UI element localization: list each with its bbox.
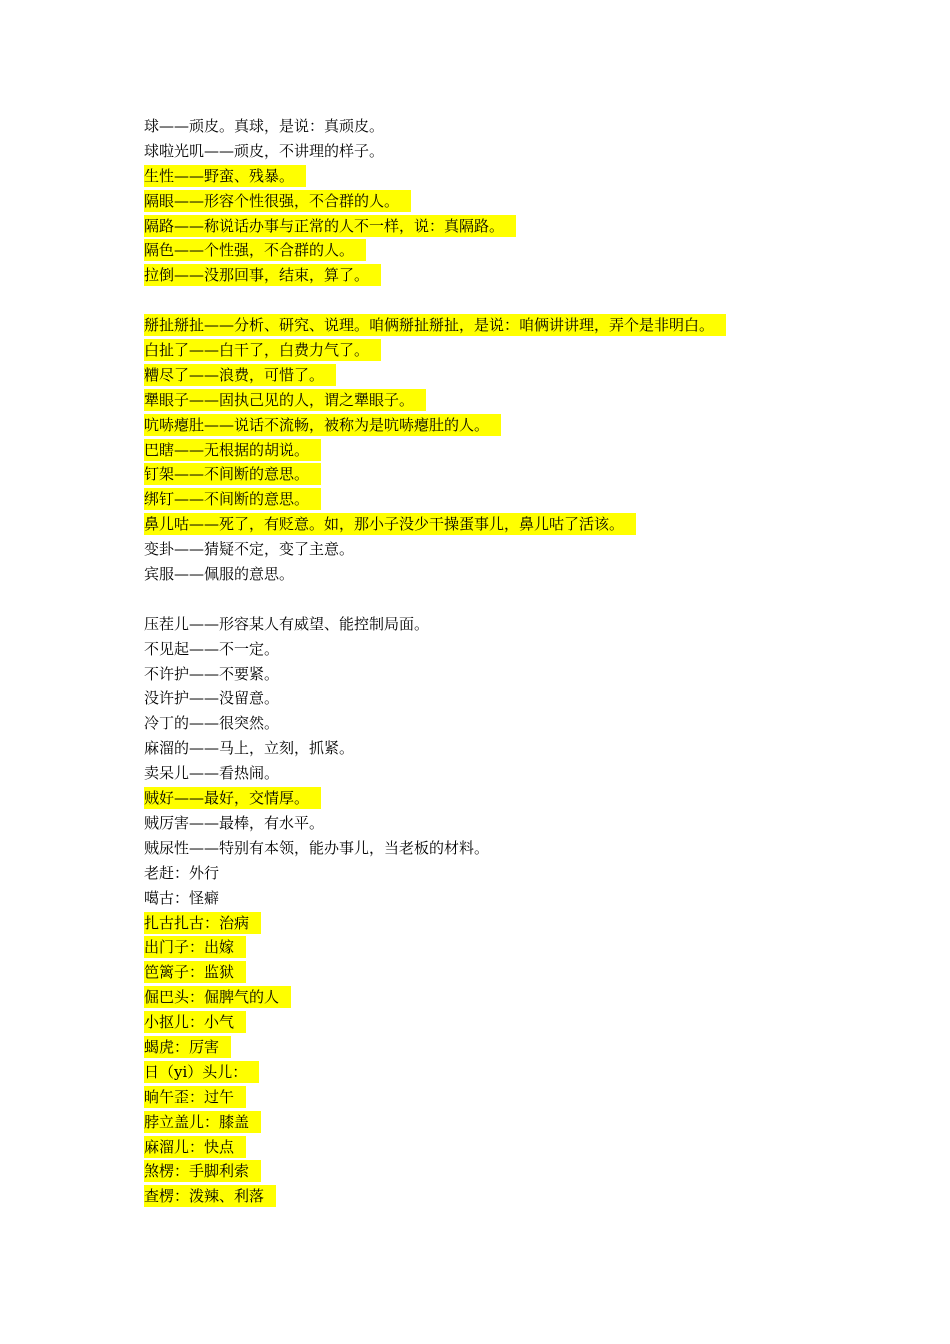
glossary-entry [144, 861, 844, 886]
highlighted-glossary-entry [144, 1184, 844, 1209]
entry-text: 倔巴头：倔脾气的人 [144, 986, 291, 1008]
highlighted-glossary-entry [144, 911, 844, 936]
highlighted-glossary-entry [144, 1035, 844, 1060]
glossary-entry [144, 612, 844, 637]
entry-text: 贼好——最好，交情厚。 [144, 787, 321, 809]
entry-text: 宾服——佩服的意思。 [144, 565, 295, 584]
highlighted-glossary-entry [144, 338, 844, 363]
entry-text: 犟眼子——固执己见的人，谓之犟眼子。 [144, 389, 426, 411]
entry-text: 查楞：泼辣、利落 [144, 1185, 276, 1207]
glossary-entry [144, 736, 844, 761]
glossary-entry [144, 637, 844, 662]
entry-text: 笆篱子：监狱 [144, 961, 246, 983]
glossary-entry [144, 562, 844, 587]
entry-text: 不许护——不要紧。 [144, 664, 280, 683]
glossary-entry [144, 662, 844, 687]
glossary-entry [144, 114, 844, 139]
entry-text: 绑钉——不间断的意思。 [144, 488, 321, 510]
highlighted-glossary-entry [144, 238, 844, 263]
highlighted-glossary-entry [144, 935, 844, 960]
entry-text: 白扯了——白干了，白费力气了。 [144, 339, 381, 361]
highlighted-glossary-entry [144, 487, 844, 512]
highlighted-glossary-entry [144, 462, 844, 487]
highlighted-glossary-entry [144, 189, 844, 214]
paragraph-gap [144, 587, 844, 612]
entry-text: 噶古：怪癖 [144, 888, 220, 907]
highlighted-glossary-entry [144, 438, 844, 463]
glossary-entry [144, 537, 844, 562]
entry-text: 糟尽了——浪费，可惜了。 [144, 364, 336, 386]
entry-text: 麻溜的——马上，立刻，抓紧。 [144, 739, 355, 758]
highlighted-glossary-entry [144, 313, 844, 338]
entry-text: 隔眼——形容个性很强，不合群的人。 [144, 190, 411, 212]
glossary-entry [144, 711, 844, 736]
entry-text: 冷丁的——很突然。 [144, 714, 280, 733]
entry-text: 隔路——称说话办事与正常的人不一样，说：真隔路。 [144, 215, 516, 237]
highlighted-glossary-entry [144, 263, 844, 288]
entry-text: 煞楞：手脚利索 [144, 1160, 261, 1182]
highlighted-glossary-entry [144, 1110, 844, 1135]
glossary-entry [144, 836, 844, 861]
highlighted-glossary-entry [144, 1010, 844, 1035]
entry-text: 出门子：出嫁 [144, 936, 246, 958]
entry-text: 日（yi）头儿： [144, 1061, 259, 1083]
document-page [144, 114, 844, 1209]
highlighted-glossary-entry [144, 363, 844, 388]
entry-text: 贼厉害——最棒，有水平。 [144, 813, 325, 832]
glossary-entry [144, 886, 844, 911]
entry-text: 扎古扎古：治病 [144, 912, 261, 934]
highlighted-glossary-entry [144, 164, 844, 189]
highlighted-glossary-entry [144, 214, 844, 239]
entry-text: 球——顽皮。真球，是说：真顽皮。 [144, 117, 385, 135]
entry-text: 变卦——猜疑不定，变了主意。 [144, 540, 355, 559]
entry-text: 老赶：外行 [144, 863, 220, 882]
entry-text: 钉架——不间断的意思。 [144, 463, 321, 485]
entry-text: 没许护——没留意。 [144, 689, 280, 708]
paragraph-gap [144, 288, 844, 313]
entry-text: 不见起——不一定。 [144, 639, 280, 658]
entry-text: 巴瞎——无根据的胡说。 [144, 439, 321, 461]
highlighted-glossary-entry [144, 388, 844, 413]
highlighted-glossary-entry [144, 1060, 844, 1085]
entry-text: 压茬儿——形容某人有威望、能控制局面。 [144, 614, 430, 633]
entry-text: 晌午歪：过午 [144, 1086, 246, 1108]
entry-text: 蝎虎：厉害 [144, 1036, 231, 1058]
highlighted-glossary-entry [144, 1085, 844, 1110]
highlighted-glossary-entry [144, 1135, 844, 1160]
highlighted-glossary-entry [144, 413, 844, 438]
glossary-entry [144, 139, 844, 164]
entry-text: 掰扯掰扯——分析、研究、说理。咱俩掰扯掰扯，是说：咱俩讲讲理，弄个是非明白。 [144, 314, 726, 336]
entry-text: 拉倒——没那回事，结束，算了。 [144, 264, 381, 286]
glossary-entry [144, 761, 844, 786]
entry-text: 卖呆儿——看热闹。 [144, 764, 280, 783]
entry-text: 小抠儿：小气 [144, 1011, 246, 1033]
entry-text: 鼻儿咕——死了，有贬意。如，那小子没少干操蛋事儿，鼻儿咕了活该。 [144, 513, 636, 535]
entry-text: 麻溜儿：快点 [144, 1136, 246, 1158]
highlighted-glossary-entry [144, 985, 844, 1010]
entry-text: 贼尿性——特别有本领，能办事儿，当老板的材料。 [144, 838, 490, 857]
highlighted-glossary-entry [144, 960, 844, 985]
highlighted-glossary-entry [144, 786, 844, 811]
entry-text: 吭哧瘪肚——说话不流畅，被称为是吭哧瘪肚的人。 [144, 414, 501, 436]
entry-text: 脖立盖儿：膝盖 [144, 1111, 261, 1133]
highlighted-glossary-entry [144, 512, 844, 537]
glossary-entry [144, 811, 844, 836]
entry-text: 球啦光叽——顽皮，不讲理的样子。 [144, 141, 385, 160]
entry-text: 生性——野蛮、残暴。 [144, 165, 306, 187]
entry-text: 隔色——个性强，不合群的人。 [144, 239, 366, 261]
highlighted-glossary-entry [144, 1159, 844, 1184]
glossary-entry [144, 686, 844, 711]
glossary-content [144, 114, 844, 1209]
